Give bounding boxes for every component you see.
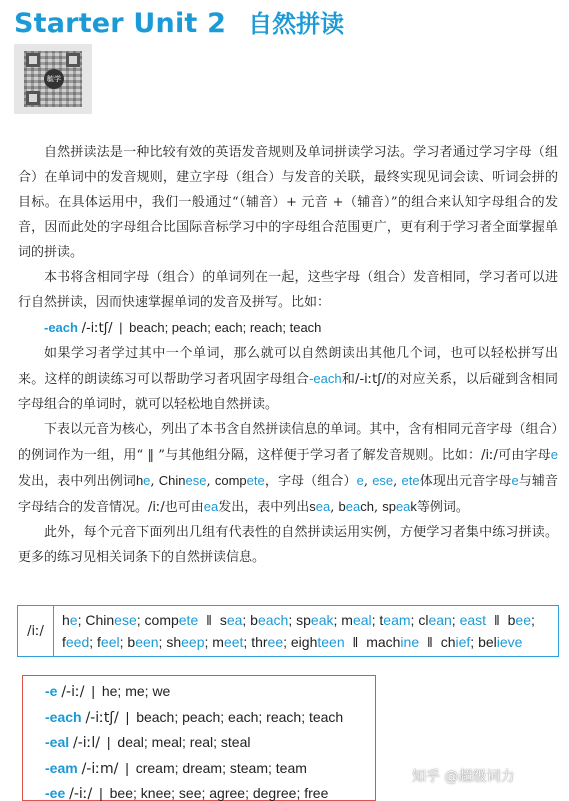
vowel-word: he	[62, 612, 78, 628]
vowel-word: meal	[341, 612, 372, 628]
practice-suffix: -e	[45, 683, 62, 699]
practice-words: he; me; we	[101, 683, 171, 699]
vowel-word: compete	[144, 612, 199, 628]
practice-suffix: -eam	[45, 759, 82, 776]
practice-row: -each /-iːtʃ/ | beach; peach; each; reach; teach	[45, 708, 344, 726]
page-title	[14, 4, 344, 42]
practice-row: -eam /-iːm/ | cream; dream; steam; team	[45, 759, 307, 777]
practice-words: beach; peach; each; reach; teach	[136, 708, 344, 725]
vowel-word: bee	[507, 612, 531, 628]
vowel-word: sea	[219, 612, 243, 628]
vowel-word: team	[379, 612, 411, 628]
vowel-word: been	[127, 634, 159, 650]
example-suffix: -each	[44, 320, 78, 335]
practice-ipa: /-iː/	[61, 684, 85, 700]
vowel-table	[17, 605, 559, 657]
practice-ipa: /-iːm/	[81, 760, 119, 777]
qr-logo: 毓学	[44, 69, 64, 89]
vowel-word: sheep	[166, 634, 205, 650]
group-separator: ‖	[352, 634, 359, 650]
practice-row: -ee /-iː/ | bee; knee; see; agree; degree; free	[45, 785, 329, 801]
group-separator: ‖	[206, 612, 212, 628]
paragraph-method: 本书将含相同字母（组合）的单词列在一起，这些字母（组合）发音相同，学习者可以进行自然拼读，因而快速掌握单词的发音及拼写。比如：	[18, 270, 558, 310]
practice-words: bee; knee; see; agree; degree; free	[109, 785, 329, 801]
title-chinese: 自然拼读	[248, 10, 345, 38]
paragraph-intro: 自然拼读法是一种比较有效的英语发音规则及单词拼读学习法。学习者通过学习字母（组合）在单词中的发音规则，建立字母（组合）与发音的关联，最终实现见词会读、听词会拼的目标。在具体运用中，我们一般通过“（辅音）+ 元音 +（辅音）”的组合来认知字母组合的发音，因而此处的字母组合比国际音标学习中的字母组合范围更广，更有利于学习者全面掌握单词的拼读。	[18, 145, 558, 260]
vowel-word: machine	[366, 634, 420, 650]
practice-row: -e /-iː/ | he; me; we	[45, 683, 171, 700]
vowel-word: feel	[97, 634, 120, 650]
practice-suffix: -each	[45, 708, 86, 725]
paragraph-extra: 此外，每个元音下面列出几组有代表性的自然拼读运用实例，方便学习者集中练习拼读。更多的练习见相关词条下的自然拼读信息。	[18, 525, 558, 565]
vowel-word: feed	[62, 634, 90, 650]
practice-ipa: /-iːl/	[73, 735, 100, 751]
practice-suffix: -eal	[45, 734, 74, 750]
practice-words: cream; dream; steam; team	[135, 759, 307, 776]
vowel-word: beach	[250, 612, 289, 628]
vowel-word: believe	[478, 634, 523, 650]
group-separator: ‖	[493, 612, 500, 628]
example-separator: |	[119, 320, 123, 335]
vowel-word: three	[251, 634, 284, 650]
practice-words: deal; meal; real; steal	[117, 734, 251, 750]
title-english: Starter Unit 2	[14, 8, 227, 39]
vowel-word: clean	[418, 612, 452, 628]
vowel-word: eighteen	[290, 634, 345, 650]
practice-ipa: /-iː/	[69, 786, 93, 801]
practice-box	[22, 675, 376, 801]
paragraph-table-explain: 下表以元音为核心，列出了本书含自然拼读信息的单词。其中，含有相同元音字母（组合）的例词作为一组，用“ ‖ ”与其他组分隔，这样便于学习者了解发音规则。比如：/iː/可由字母e发出，表中列出例词he, Chinese, compete，字母（组合）e, ese, ete体现出元音字母e与辅音字母结合的发音情况。/iː/也可由ea发出，表中列出sea, beach, speak等例词。	[18, 422, 558, 515]
practice-suffix: -ee	[45, 785, 70, 801]
practice-row: -eal /-iːl/ | deal; meal; real; steal	[45, 734, 251, 751]
vowel-table-head: /iː/	[18, 606, 54, 656]
vowel-word: speak	[296, 612, 334, 628]
example-ipa: /-iːtʃ/	[81, 321, 113, 336]
vowel-word: chief	[440, 634, 471, 650]
article-body	[18, 140, 558, 570]
paragraph-practice: 如果学习者学过其中一个单词，那么就可以自然朗读出其他几个词，也可以轻松拼写出来。这样的朗读练习可以帮助学习者巩固字母组合-each和/-iːtʃ/的对应关系，以后碰到含相同字母组合的单词时，就可以轻松地自然拼读。	[18, 346, 558, 412]
vowel-word: east	[459, 612, 487, 628]
group-separator: ‖	[427, 634, 433, 650]
vowel-word: meet	[212, 634, 244, 650]
qr-code-image[interactable]	[14, 44, 92, 114]
example-each	[18, 315, 558, 341]
vowel-table-words: he; Chinese; compete ‖ sea; beach; speak; meal; team; clean; east ‖ bee; feed; feel; been; sheep; meet; three; eighteen ‖ machine ‖ chief; believe	[62, 612, 535, 650]
watermark: 知乎 @超级词力	[412, 769, 515, 785]
vowel-word: Chinese	[85, 612, 137, 628]
practice-ipa: /-iːtʃ/	[85, 709, 119, 726]
example-words: beach; peach; each; reach; teach	[129, 320, 322, 335]
